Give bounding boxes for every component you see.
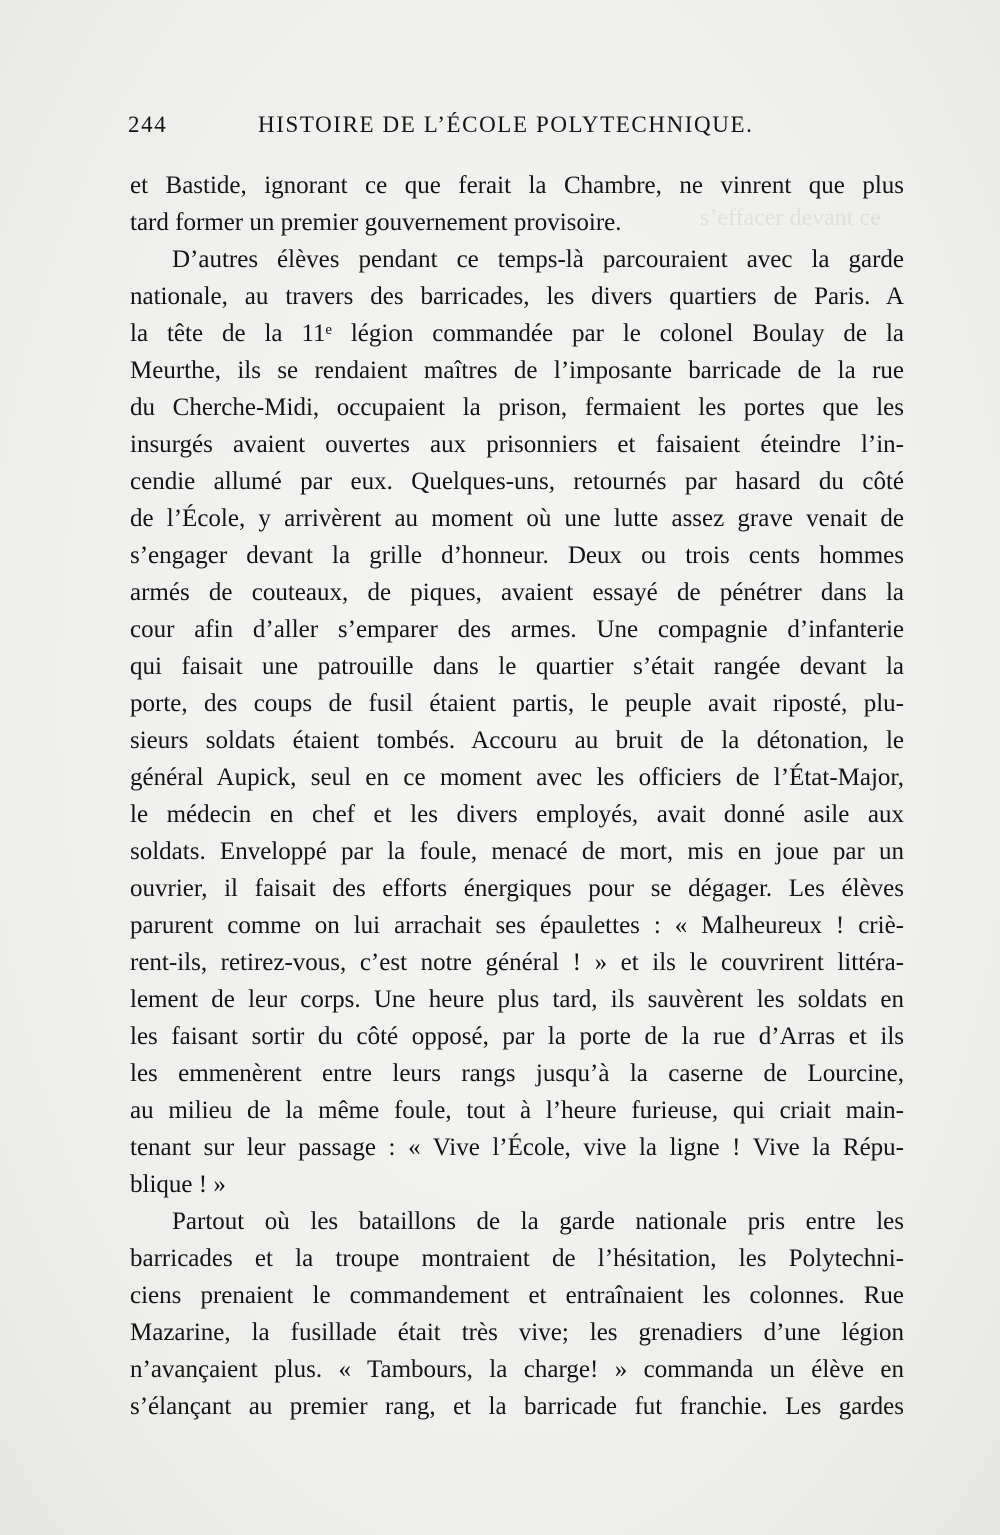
text-line: porte, des coups de fusil étaient partis, le peuple avait riposté, plu- [130,690,904,717]
text-line: armés de couteaux, de piques, avaient essayé de pénétrer dans la [130,579,904,606]
text-line: barricades et la troupe montraient de l’hésitation, les Polytechni- [130,1245,904,1272]
text-line: général Aupick, seul en ce moment avec les officiers de l’État-Major, [130,764,904,791]
text-line: s’engager devant la grille d’honneur. Deux ou trois cents hommes [130,542,904,569]
text-line: et Bastide, ignorant ce que ferait la Chambre, ne vinrent que plus [130,172,904,199]
text-line: Partout où les bataillons de la garde nationale pris entre les [172,1208,904,1235]
text-line: soldats. Enveloppé par la foule, menacé de mort, mis en joue par un [130,838,904,865]
text-line: ouvrier, il faisait des efforts énergiques pour se dégager. Les élèves [130,875,904,902]
text-line: le médecin en chef et les divers employés, avait donné asile aux [130,801,904,828]
text-line: du Cherche-Midi, occupaient la prison, fermaient les portes que les [130,394,904,421]
page-header [128,112,908,142]
text-line: Meurthe, ils se rendaient maîtres de l’imposante barricade de la rue [130,357,904,384]
text-line: les faisant sortir du côté opposé, par la porte de la rue d’Arras et ils [130,1023,904,1050]
text-line: n’avançaient plus. « Tambours, la charge! » commanda un élève en [130,1356,904,1383]
text-line: tenant sur leur passage : « Vive l’École, vive la ligne ! Vive la Répu- [130,1134,904,1161]
text-line: lement de leur corps. Une heure plus tard, ils sauvèrent les soldats en [130,986,904,1013]
text-line: au milieu de la même foule, tout à l’heure furieuse, qui criait main- [130,1097,904,1124]
text-line: qui faisait une patrouille dans le quartier s’était rangée devant la [130,653,904,680]
text-line: s’élançant au premier rang, et la barricade fut franchie. Les gardes [130,1393,904,1420]
text-line: rent-ils, retirez-vous, c’est notre général ! » et ils le couvrirent littéra- [130,949,904,976]
text-line: nationale, au travers des barricades, les divers quartiers de Paris. A [130,283,904,310]
text-line: insurgés avaient ouvertes aux prisonniers et faisaient éteindre l’in- [130,431,904,458]
running-title: HISTOIRE DE L’ÉCOLE POLYTECHNIQUE. [258,112,754,137]
text-line: blique ! » [130,1171,226,1198]
text-line: ciens prenaient le commandement et entraînaient les colonnes. Rue [130,1282,904,1309]
text-line: cour afin d’aller s’emparer des armes. Une compagnie d’infanterie [130,616,904,643]
text-line: la tête de la 11ᵉ légion commandée par le colonel Boulay de la [130,320,904,347]
body-text [130,167,904,1425]
text-line: de l’École, y arrivèrent au moment où une lutte assez grave venait de [130,505,904,532]
page-number: 244 [128,112,168,137]
text-line: sieurs soldats étaient tombés. Accouru au bruit de la détonation, le [130,727,904,754]
text-line: les emmenèrent entre leurs rangs jusqu’à la caserne de Lourcine, [130,1060,904,1087]
text-line: cendie allumé par eux. Quelques-uns, retournés par hasard du côté [130,468,904,495]
text-line: tard former un premier gouvernement provisoire. [130,209,622,236]
bleed-through-text: s’effacer devant ce [700,205,881,231]
text-line: Mazarine, la fusillade était très vive; les grenadiers d’une légion [130,1319,904,1346]
text-line: parurent comme on lui arrachait ses épaulettes : « Malheureux ! criè- [130,912,904,939]
text-line: D’autres élèves pendant ce temps-là parcouraient avec la garde [172,246,904,273]
